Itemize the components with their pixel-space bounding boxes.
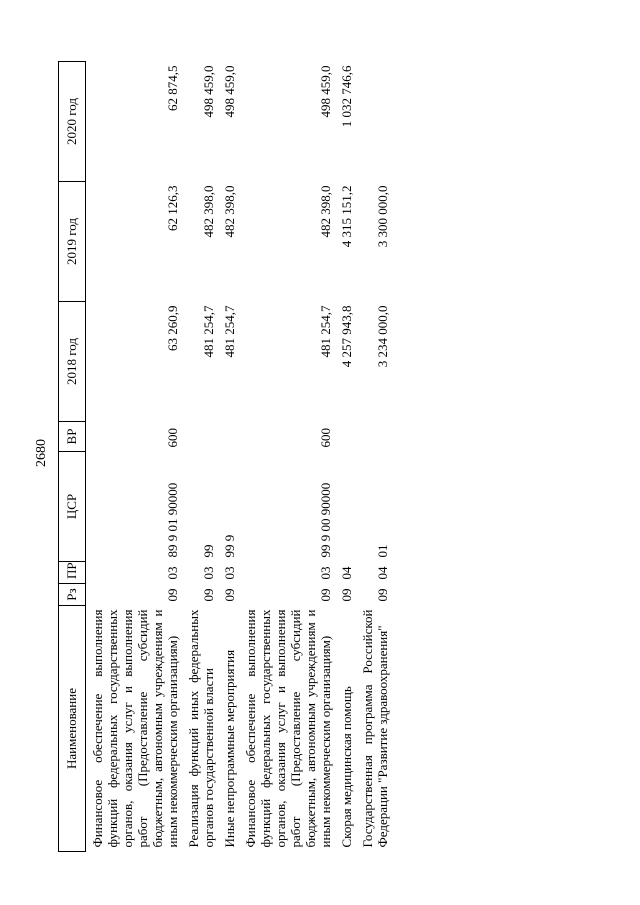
row-rz: 09 bbox=[222, 588, 237, 602]
row-2020: 498 459,0 bbox=[222, 65, 237, 118]
table-row bbox=[182, 62, 218, 852]
row-pr: 04 bbox=[339, 566, 354, 580]
row-vr bbox=[182, 422, 218, 452]
row-rz: 09 bbox=[318, 588, 333, 602]
row-rz: 09 bbox=[339, 588, 354, 602]
header-2018: 2018 год bbox=[59, 302, 86, 422]
row-2018: 481 254,7 bbox=[201, 305, 216, 358]
row-pr: 03 bbox=[165, 566, 180, 580]
table-row bbox=[86, 62, 183, 852]
row-name: Финансовое обеспечение выполнения функций федеральных государственных органов, оказания услуг и выполнения работ (Предоставление субсидий бюджетным, автономным учреждениям и иным некоммерческим организациям) bbox=[90, 609, 180, 848]
row-pr: 03 bbox=[318, 566, 333, 580]
row-rz: 09 bbox=[201, 588, 216, 602]
header-csr: ЦСР bbox=[59, 452, 86, 562]
page-number-text: 2680 bbox=[34, 439, 49, 467]
budget-table bbox=[58, 61, 392, 852]
row-name: Иные непрограммные мероприятия bbox=[222, 649, 237, 848]
row-name: Скорая медицинская помощь bbox=[339, 686, 354, 848]
row-vr: 600 bbox=[318, 428, 333, 448]
row-2019: 482 398,0 bbox=[201, 185, 216, 238]
row-pr: 03 bbox=[222, 566, 237, 580]
row-2019: 482 398,0 bbox=[318, 185, 333, 238]
header-2020: 2020 год bbox=[59, 62, 86, 182]
row-csr: 99 9 bbox=[222, 534, 237, 558]
row-vr bbox=[335, 422, 356, 452]
row-2018: 481 254,7 bbox=[318, 305, 333, 358]
row-csr: 89 9 01 90000 bbox=[165, 482, 180, 558]
header-pr: ПР bbox=[59, 562, 86, 584]
row-2019: 4 315 151,2 bbox=[339, 185, 354, 248]
budget-table-region bbox=[58, 62, 558, 852]
row-2018: 4 257 943,8 bbox=[339, 305, 354, 368]
row-csr: 99 9 00 90000 bbox=[318, 482, 333, 558]
row-2020: 62 874,5 bbox=[165, 65, 180, 111]
table-row bbox=[218, 62, 239, 852]
row-2018: 481 254,7 bbox=[222, 305, 237, 358]
table-row bbox=[356, 62, 392, 852]
header-2019: 2019 год bbox=[59, 182, 86, 302]
table-header-row bbox=[59, 62, 86, 852]
row-rz: 09 bbox=[375, 588, 390, 602]
row-2020: 498 459,0 bbox=[201, 65, 216, 118]
row-name: Государственная программа Российской Федерации "Развитие здравоохранения" bbox=[360, 609, 390, 848]
row-2018: 3 234 000,0 bbox=[375, 305, 390, 368]
row-2020: 1 032 746,6 bbox=[339, 65, 354, 128]
budget-table-rotated bbox=[58, 62, 558, 852]
header-vr: ВР bbox=[59, 422, 86, 452]
row-2019: 3 300 000,0 bbox=[375, 185, 390, 248]
row-name: Реализация функций иных федеральных органов государственной власти bbox=[186, 609, 216, 848]
table-row bbox=[335, 62, 356, 852]
page-number bbox=[30, 438, 54, 468]
row-2018: 63 260,9 bbox=[165, 305, 180, 351]
row-csr bbox=[335, 452, 356, 562]
row-pr: 04 bbox=[375, 566, 390, 580]
row-2020: 498 459,0 bbox=[318, 65, 333, 118]
row-vr bbox=[356, 422, 392, 452]
header-rz: Рз bbox=[59, 584, 86, 606]
table-row bbox=[239, 62, 335, 852]
row-vr bbox=[218, 422, 239, 452]
header-name: Наименование bbox=[59, 606, 86, 852]
row-rz: 09 bbox=[165, 588, 180, 602]
row-vr: 600 bbox=[165, 428, 180, 448]
row-name: Финансовое обеспечение выполнения функций федеральных государственных органов, оказания услуг и выполнения работ (Предоставление субсидий бюджетным, автономным учреждениям и иным некоммерческим организациям) bbox=[243, 609, 333, 848]
row-csr: 99 bbox=[201, 544, 216, 558]
row-2020 bbox=[356, 62, 392, 182]
row-pr: 03 bbox=[201, 566, 216, 580]
row-csr: 01 bbox=[375, 544, 390, 558]
row-2019: 482 398,0 bbox=[222, 185, 237, 238]
row-2019: 62 126,3 bbox=[165, 185, 180, 231]
